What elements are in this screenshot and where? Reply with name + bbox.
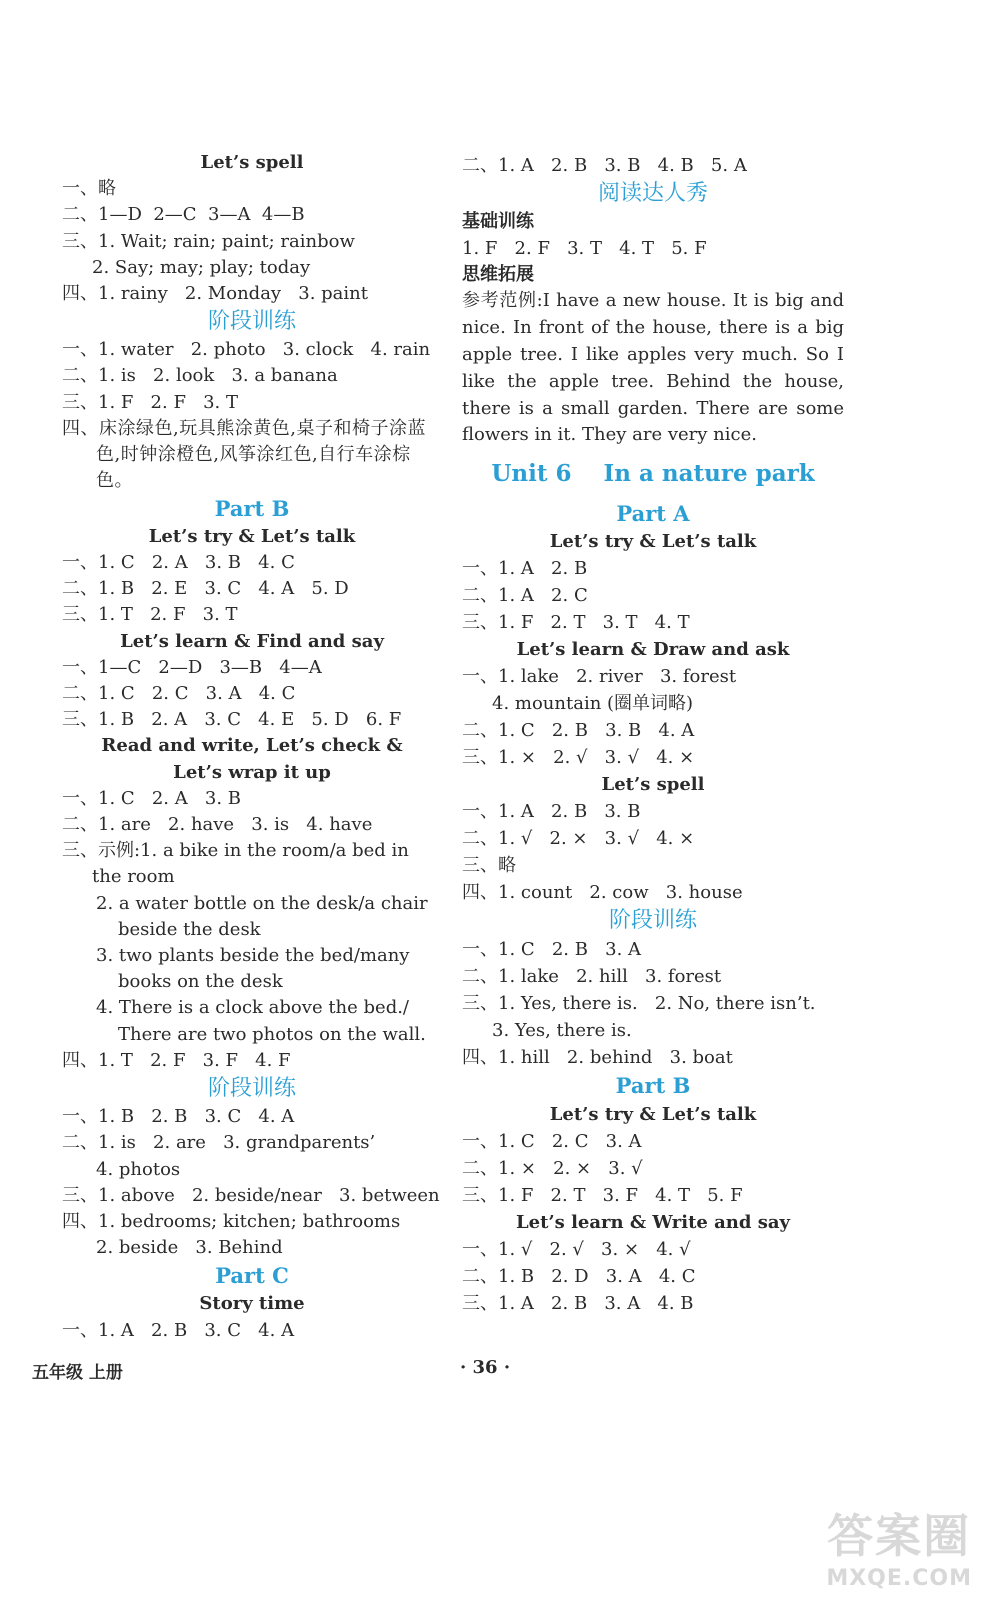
reading-show-title: 阅读达人秀 — [597, 181, 708, 207]
answer-line: 一、1. C 2. A 3. B — [62, 787, 242, 809]
basic-training-label: 基础训练 — [462, 211, 534, 233]
answer-line: 三、示例:1. a bike in the room/a bed in — [62, 840, 409, 862]
section-title: Let’s learn & Write and say — [515, 1212, 791, 1234]
answer-line: 1. F 2. F 3. T 4. T 5. F — [462, 237, 707, 259]
section-title: Let’s try & Let’s talk — [148, 525, 356, 547]
answer-line: 二、1. × 2. × 3. √ — [462, 1158, 643, 1180]
answer-line: 2. Say; may; play; today — [92, 256, 311, 278]
section-title: Let’s wrap it up — [173, 761, 331, 783]
grade-label: 五年级 上册 — [32, 1363, 123, 1383]
answer-line: 4. There is a clock above the bed./ — [96, 997, 409, 1019]
answer-line: books on the desk — [118, 971, 283, 993]
answer-line: 二、1. A 2. B 3. B 4. B 5. A — [462, 155, 747, 176]
section-title: Let’s spell — [601, 774, 705, 796]
answer-line: 4. mountain (圈单词略) — [492, 693, 694, 715]
answer-line: 2. beside 3. Behind — [96, 1237, 283, 1259]
watermark-logo: 答案圈 — [827, 1509, 972, 1563]
answer-line: 一、1. water 2. photo 3. clock 4. rain — [62, 339, 431, 361]
section-title: Let’s spell — [200, 152, 304, 173]
answer-line: 一、1. A 2. B 3. C 4. A — [62, 1319, 295, 1341]
stage-training-title: 阶段训练 — [608, 908, 697, 934]
stage-training-title: 阶段训练 — [207, 1076, 296, 1102]
answer-line: 一、1. A 2. B 3. B — [462, 801, 641, 823]
answer-line: 二、1. is 2. are 3. grandparents’ — [62, 1132, 376, 1154]
answer-line: 四、1. rainy 2. Monday 3. paint — [62, 283, 368, 305]
page-number: · 36 · — [460, 1357, 511, 1378]
answer-line: the room — [92, 866, 175, 888]
answer-line: 二、1. is 2. look 3. a banana — [62, 365, 338, 387]
section-title: Let’s try & Let’s talk — [549, 531, 757, 553]
answer-line: 二、1—D 2—C 3—A 4—B — [62, 204, 305, 226]
answer-line: 2. a water bottle on the desk/a chair — [96, 892, 428, 914]
section-title: Read and write, Let’s check & — [101, 735, 403, 757]
part-title: Part B — [214, 495, 290, 521]
answer-line: 二、1. B 2. E 3. C 4. A 5. D — [62, 578, 349, 600]
section-title: Let’s learn & Find and say — [120, 630, 384, 652]
right-column — [462, 150, 844, 1317]
watermark-url: MXQE.COM — [826, 1566, 972, 1591]
answer-line: 三、1. F 2. T 3. T 4. T — [462, 612, 690, 634]
answer-line: 一、1. A 2. B — [462, 558, 588, 580]
answer-line: 三、略 — [462, 855, 516, 877]
thinking-extension-label: 思维拓展 — [462, 263, 534, 285]
left-column — [62, 150, 442, 1344]
answer-line: 一、1. √ 2. √ 3. × 4. √ — [462, 1239, 691, 1261]
answer-line: 一、1. C 2. B 3. A — [462, 939, 642, 961]
answer-line: 4. photos — [96, 1158, 181, 1180]
answer-line: 二、1. √ 2. × 3. √ 4. × — [462, 828, 695, 850]
stage-training-title: 阶段训练 — [207, 309, 296, 335]
answer-line: 四、1. count 2. cow 3. house — [462, 882, 743, 904]
answer-line: beside the desk — [118, 918, 261, 940]
answer-line: 三、1. A 2. B 3. A 4. B — [462, 1293, 694, 1315]
part-title: Part B — [615, 1073, 691, 1099]
answer-line: 一、1. B 2. B 3. C 4. A — [62, 1106, 295, 1128]
answer-line: 三、1. above 2. beside/near 3. between — [62, 1184, 440, 1206]
answer-line: 三、1. Wait; rain; paint; rainbow — [62, 230, 355, 252]
answer-line: 三、1. Yes, there is. 2. No, there isn’t. — [462, 993, 816, 1015]
sample-essay: 参考范例:I have a new house. It is big and nice. In front of the house, there is a big apple tree. I like apples very much. So I like the apple tree. Behind the house, there is a small garden. There are some flowers in it. They are very nice. — [462, 290, 844, 446]
answer-line: 三、1. × 2. √ 3. √ 4. × — [462, 747, 695, 769]
answer-paragraph: 四、床涂绿色,玩具熊涂黄色,桌子和椅子涂蓝色,时钟涂橙色,风筝涂红色,自行车涂棕色。 — [62, 417, 426, 491]
answer-line: 一、1. lake 2. river 3. forest — [462, 666, 737, 688]
answer-line: 二、1. B 2. D 3. A 4. C — [462, 1266, 696, 1288]
answer-line: 二、1. C 2. C 3. A 4. C — [62, 683, 296, 705]
answer-line: 四、1. bedrooms; kitchen; bathrooms — [62, 1210, 401, 1232]
answer-line: There are two photos on the wall. — [118, 1023, 426, 1045]
answer-line: 一、略 — [62, 178, 116, 200]
section-title: Let’s learn & Draw and ask — [516, 639, 790, 661]
answer-line: 3. two plants beside the bed/many — [96, 945, 410, 967]
answer-line: 二、1. lake 2. hill 3. forest — [462, 966, 722, 988]
site-watermark — [826, 1500, 972, 1591]
answer-line: 二、1. C 2. B 3. B 4. A — [462, 720, 695, 742]
answer-line: 三、1. T 2. F 3. T — [62, 604, 238, 626]
answer-line: 四、1. hill 2. behind 3. boat — [462, 1047, 733, 1069]
part-title: Part A — [616, 501, 690, 527]
answer-line: 二、1. A 2. C — [462, 585, 588, 607]
answer-line: 三、1. F 2. F 3. T — [62, 391, 239, 413]
answer-line: 三、1. B 2. A 3. C 4. E 5. D 6. F — [62, 709, 402, 731]
section-title: Story time — [199, 1293, 305, 1315]
unit-title: Unit 6 In a nature park — [491, 460, 815, 488]
answer-line: 一、1—C 2—D 3—B 4—A — [62, 656, 322, 678]
answer-line: 四、1. T 2. F 3. F 4. F — [62, 1049, 291, 1071]
answer-line: 3. Yes, there is. — [492, 1020, 632, 1042]
answer-line: 三、1. F 2. T 3. F 4. T 5. F — [462, 1185, 743, 1207]
section-title: Let’s try & Let’s talk — [549, 1104, 757, 1126]
answer-line: 二、1. are 2. have 3. is 4. have — [62, 814, 373, 836]
part-title: Part C — [215, 1263, 289, 1289]
answer-line: 一、1. C 2. A 3. B 4. C — [62, 552, 295, 574]
answer-line: 一、1. C 2. C 3. A — [462, 1131, 642, 1153]
